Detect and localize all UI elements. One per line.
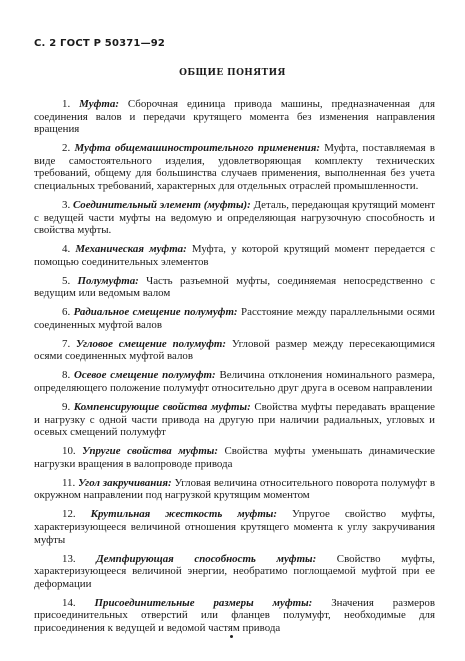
definition-item bbox=[34, 338, 435, 363]
definition-text: Свойства муфты передавать вращение и нагрузку с одной части привода на другую при наличии радиальных, угловых и осевых смещений полумуфт bbox=[34, 401, 435, 439]
definition-item bbox=[34, 597, 435, 635]
definition-term: Муфта: bbox=[79, 98, 119, 110]
definition-number: 14. bbox=[62, 596, 76, 609]
definition-text: Угловая величина относительного поворота полумуфт в окружном направлении под нагрузкой крутящим моментом bbox=[34, 476, 435, 502]
definition-term: Соединительный элемент (муфты): bbox=[72, 198, 251, 211]
definition-term: Полумуфта: bbox=[77, 274, 139, 287]
definition-number: 8. bbox=[62, 369, 71, 382]
definition-term: Угловое смещение полумуфт: bbox=[76, 337, 227, 350]
definition-number: 4. bbox=[62, 243, 71, 256]
definition-item bbox=[34, 445, 435, 470]
definition-term: Радиальное смещение полумуфт: bbox=[73, 306, 238, 319]
definition-number: 1. bbox=[62, 98, 71, 110]
definition-number: 12. bbox=[62, 508, 76, 521]
definition-term: Присоединительные размеры муфты: bbox=[94, 596, 313, 609]
definition-text: Муфта, у которой крутящий момент передается с помощью соединительных элементов bbox=[34, 243, 435, 268]
definition-term: Угол закручивания: bbox=[78, 476, 172, 489]
definition-term: Механическая муфта: bbox=[75, 243, 187, 256]
definition-term: Компенсирующие свойства муфты: bbox=[73, 401, 251, 413]
definition-text: Часть разъемной муфты, соединяемая непосредственно с ведущим или ведомым валом bbox=[34, 274, 435, 300]
definition-item bbox=[34, 401, 435, 439]
definition-number: 9. bbox=[62, 401, 71, 413]
definition-text: Муфта, поставляемая в виде самостоятельного изделия, удовлетворяющая комплекту технических требований, общему для большинства случаев применения, выполненная без учета специальных требований, характерных для отдельных отраслей промышленности. bbox=[34, 142, 435, 192]
definition-item bbox=[34, 142, 435, 192]
definition-item bbox=[34, 306, 435, 331]
definition-item bbox=[34, 275, 435, 300]
definition-text: Свойство муфты, характеризующееся величиной энергии, необратимо поглощаемой муфтой при ее деформации bbox=[34, 552, 436, 590]
definition-number: 11. bbox=[62, 476, 76, 489]
definition-number: 2. bbox=[62, 142, 71, 155]
section-title: ОБЩИЕ ПОНЯТИЯ bbox=[179, 68, 286, 78]
definition-number: 10. bbox=[62, 445, 76, 458]
definition-item bbox=[34, 199, 435, 237]
definition-term: Муфта общемашиностроительного применения: bbox=[74, 142, 320, 155]
definitions-list bbox=[34, 98, 435, 641]
definition-number: 5. bbox=[62, 274, 71, 287]
definition-number: 3. bbox=[62, 198, 71, 211]
definition-item bbox=[34, 369, 435, 394]
definition-text: Свойства муфты уменьшать динамические нагрузки вращения в валопроводе привода bbox=[34, 445, 435, 470]
definition-text: Сборочная единица привода машины, предназначенная для соединения валов и передачи крутящего момента без изменения направления вращения bbox=[34, 98, 435, 136]
definition-item bbox=[34, 243, 435, 268]
definition-term: Демпфирующая способность муфты: bbox=[96, 552, 317, 565]
definition-item bbox=[34, 553, 435, 591]
page-header: С. 2 ГОСТ Р 50371—92 bbox=[34, 38, 166, 49]
definition-item bbox=[34, 508, 435, 546]
definition-number: 7. bbox=[62, 337, 71, 350]
definition-item bbox=[34, 477, 435, 502]
page-dot-mark bbox=[230, 635, 233, 638]
definition-number: 6. bbox=[62, 306, 71, 319]
definition-term: Упругие свойства муфты: bbox=[82, 445, 218, 458]
definition-text: Деталь, передающая крутящий момент с ведущей части муфты на ведомую и определяющая нагрузочную способность и свойства муфты. bbox=[34, 198, 435, 237]
definition-term: Осевое смещение полумуфт: bbox=[74, 369, 216, 382]
definition-text: Расстояние между параллельными осями соединенных муфтой валов bbox=[34, 306, 435, 331]
definition-text: Упругое свойство муфты, характеризующееся величиной отношения крутящего момента к углу закручивания муфты bbox=[34, 508, 435, 546]
definition-term: Крутильная жесткость муфты: bbox=[90, 508, 277, 521]
definition-text: Значения размеров присоединительных отверстий или фланцев полумуфт, необходимые для присоединения к ведущей и ведомой частям привода bbox=[34, 596, 435, 634]
definition-text: Угловой размер между пересекающимися осями соединенных муфтой валов bbox=[34, 337, 436, 363]
definition-text: Величина отклонения номинального размера, определяющего положение полумуфт относительно друг друга в осевом направлении bbox=[34, 369, 435, 395]
definition-number: 13. bbox=[62, 552, 76, 565]
definition-item bbox=[34, 98, 435, 136]
